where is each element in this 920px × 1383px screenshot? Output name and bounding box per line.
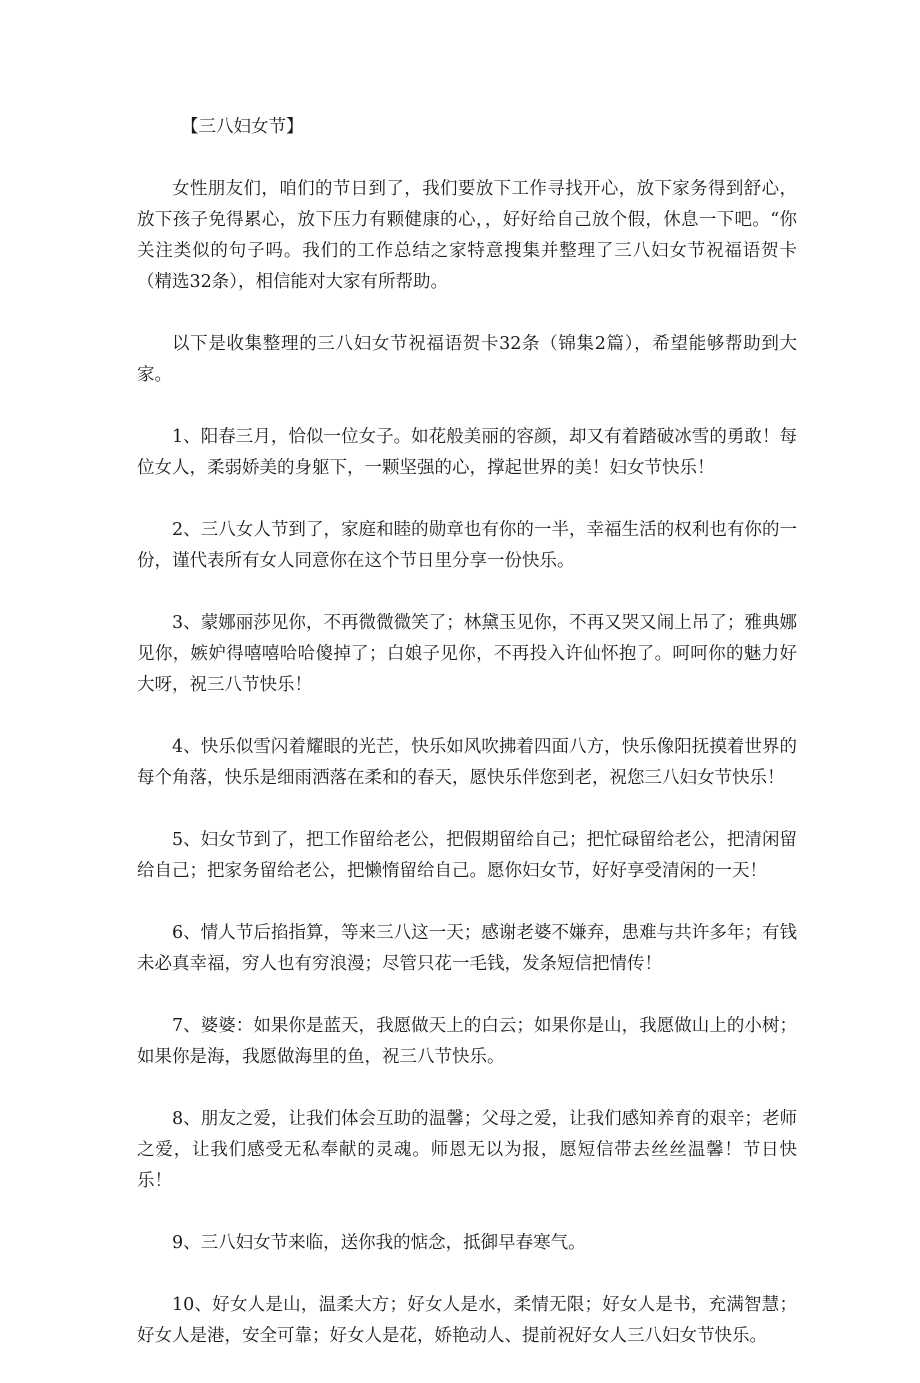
lead-paragraph: 以下是收集整理的三八妇女节祝福语贺卡32条（锦集2篇），希望能够帮助到大家。	[137, 334, 797, 385]
greeting-item-4: 4、快乐似雪闪着耀眼的光芒，快乐如风吹拂着四面八方，快乐像阳抚摸着世界的每个角落，快乐是细雨洒落在柔和的春天，愿快乐伴您到老，祝您三八妇女节快乐！	[137, 737, 797, 788]
document-body	[137, 112, 797, 1383]
document-title: 【三八妇女节】	[181, 117, 304, 137]
greeting-item-2: 2、三八女人节到了，家庭和睦的勋章也有你的一半，幸福生活的权利也有你的一份，谨代表所有女人同意你在这个节日里分享一份快乐。	[137, 520, 797, 571]
greeting-item-1: 1、阳春三月，恰似一位女子。如花般美丽的容颜，却又有着踏破冰雪的勇敢！每位女人，柔弱娇美的身躯下，一颗坚强的心，撑起世界的美！妇女节快乐！	[137, 427, 797, 478]
greeting-item-7: 7、婆婆：如果你是蓝天，我愿做天上的白云；如果你是山，我愿做山上的小树；如果你是海，我愿做海里的鱼，祝三八节快乐。	[137, 1016, 797, 1067]
greeting-item-9: 9、三八妇女节来临，送你我的惦念，抵御早春寒气。	[172, 1233, 586, 1253]
intro-paragraph: 女性朋友们，咱们的节日到了，我们要放下工作寻找开心，放下家务得到舒心，放下孩子免得累心，放下压力有颗健康的心，，好好给自己放个假，休息一下吧。“你关注类似的句子吗。我们的工作总结之家特意搜集并整理了三八妇女节祝福语贺卡（精选32条），相信能对大家有所帮助。	[137, 179, 797, 292]
greeting-item-8: 8、朋友之爱，让我们体会互助的温馨；父母之爱，让我们感知养育的艰辛；老师之爱，让我们感受无私奉献的灵魂。师恩无以为报，愿短信带去丝丝温馨！节日快乐！	[137, 1109, 797, 1191]
greeting-item-6: 6、情人节后掐指算，等来三八这一天；感谢老婆不嫌弃，患难与共许多年；有钱未必真幸福，穷人也有穷浪漫；尽管只花一毛钱，发条短信把情传！	[137, 923, 797, 974]
greeting-item-3: 3、蒙娜丽莎见你，不再微微微笑了；林黛玉见你，不再又哭又闹上吊了；雅典娜见你，嫉妒得嘻嘻哈哈傻掉了；白娘子见你，不再投入许仙怀抱了。呵呵你的魅力好大呀，祝三八节快乐！	[137, 613, 797, 695]
greeting-item-10: 10、好女人是山，温柔大方；好女人是水，柔情无限；好女人是书，充满智慧；好女人是港，安全可靠；好女人是花，娇艳动人、提前祝好女人三八妇女节快乐。	[137, 1295, 797, 1346]
greeting-item-5: 5、妇女节到了，把工作留给老公，把假期留给自己；把忙碌留给老公，把清闲留给自己；把家务留给老公，把懒惰留给自己。愿你妇女节，好好享受清闲的一天！	[137, 830, 797, 881]
